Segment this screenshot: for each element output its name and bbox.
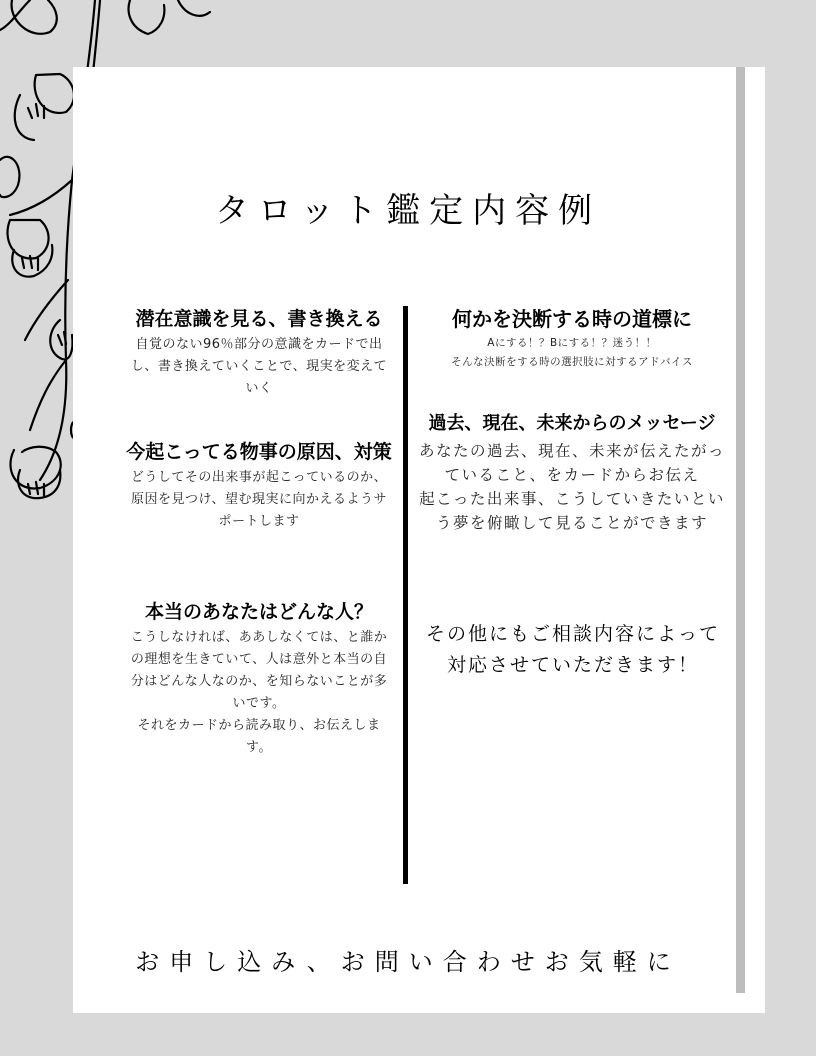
column-divider [403,306,408,884]
footer-contact-text: お申し込み、お問い合わせお気軽に [135,948,681,976]
right-item-2-body-2: 起こった出来事、こうしていきたいという夢を俯瞰して見ることができます [419,490,725,532]
right-item-1-body: Aにする！？Bにする！？迷う！！ [487,337,657,349]
left-item-3-body: こうしなければ、ああしなくては、と誰かの理想を生きていて、人は意外と本当の自分はどんな人なのか、を知らないことが多いです。 [130,630,388,711]
right-item-2-heading: 過去、現在、未来からのメッセージ [428,413,716,434]
right-item-2-body: あなたの過去、現在、未来が伝えたがっていること、をカードからお伝え [418,442,725,484]
right-item-1 [416,304,728,372]
left-item-2-heading: 今起こってる物事の原因、対策 [126,441,392,463]
left-item-2-body: どうしてその出来事が起こっているのか、原因を見つけ、望む現実に向かえるようサポートします [130,470,388,529]
left-item-3-heading: 本当のあなたはどんな人？ [144,601,373,623]
left-item-3 [126,597,392,759]
left-item-3-body-2: それをカードから読み取り、お伝えします。 [137,718,381,755]
left-item-2 [126,437,392,533]
other-consultation-text: その他にもご相談内容によって対応させていただきます！ [425,623,720,676]
page-title: タロット鑑定内容例 [214,190,602,231]
left-item-1-body: 自覚のない96％部分の意識をカードで出し、書き換えていくことで、現実を変えていく [130,337,388,396]
left-item-1 [126,304,392,400]
right-item-1-heading: 何かを決断する時の道標に [452,307,692,331]
left-item-1-heading: 潜在意識を見る、書き換える [135,308,383,330]
right-item-1-body-2: そんな決断をする時の選択肢に対するアドバイス [451,356,693,368]
right-item-2 [416,409,728,535]
